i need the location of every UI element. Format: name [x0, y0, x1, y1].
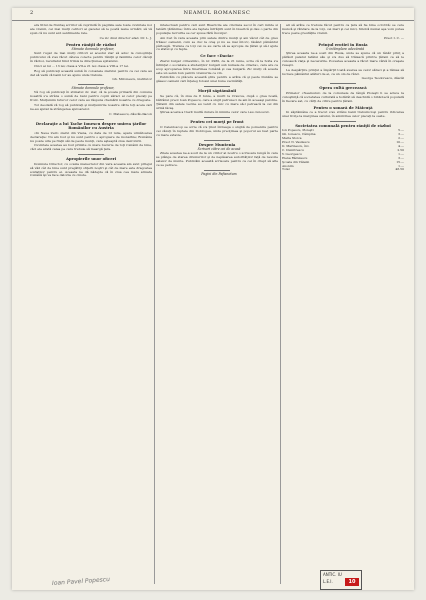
separator [78, 84, 104, 85]
donation-list [282, 129, 404, 168]
article-text: Cinci ai lui ... 13 lei; clasa a VII-a 21 lei; clasa a VIII-a 17 lei. [34, 63, 129, 68]
article-text: Tot deodată vă rog să publicaţi şi mulţumirile noastre către toţi aceia cari ne-au ajutat la strângerea ajutoarelor. [30, 103, 152, 111]
donation-total-row [282, 168, 404, 172]
article-text: era titlul de fruntaş scriitor să cuprindă în paginile sale toate cuvintele noi ale vremii, cei mai mulţi cetitori ai gazetei să le poată lesne urmări; să vă spun că nu sunt aici sentimente rele. [30, 23, 152, 35]
article-text: Se pare că, în ziua de 8 Iunie, a murit la Craiova, după o grea boală, bătrânul preot Ioan Popescu, care a slujit patruzeci de ani în aceeaşi parohie. Ţăranii din satele vecine au venit cu mic cu mare să-l petreacă la cel din urmă lăcaş. [156, 93, 278, 110]
column-divider [280, 24, 281, 584]
donor-name: Gh. Ionescu, Câmpina [282, 132, 316, 137]
article-text: Sunt rugat de mai mulţi cititori ai acestui ziar să aduc la cunoştinţa publicului că s'au făcut câteva colecte pentru răniţii şi familiile celor căzuţi în război, rezultatul fiind trimis la direcţiunea spitalului. [30, 51, 152, 63]
footnote: Pagini din Pafianetum [201, 171, 237, 176]
article-title: Declaraţie a lui Tache Ionescu despre unirea ţărilor Românilor cu Austria [35, 120, 147, 131]
article-subtitle: Scrisori către cei de acasă [197, 147, 241, 152]
article-text: Domnule Director, cu ocazia manevrelor din vara aceasta am avut prilejul să văd cât de bine sunt pregătiţi ofiţerii noştri şi cât de mare este dragostea soldaţilor pentru ei. Aceasta ne dă nădejde că în ziua cea mare armata română îşi va face datoria cu cinste. [30, 161, 152, 178]
donor-name: Preot N. Vasilescu [282, 140, 310, 145]
article-text: Ştirea acesta a trezit multă durere în inimile celor care l-au cunoscut. [160, 110, 270, 115]
article-text: Zilele acestea ne-a sosit de la un cititor al nostru o scrisoare lungă în care se plânge de starea drumurilor şi de nepăsarea autorităţilor faţă de nevoile satelor de munte. Publicăm această scrisoare pentru ca cei în drept să afle ce se petrece. [156, 150, 278, 167]
article-title: Ce face «Dacia» [200, 53, 234, 59]
article-title: Pentru cei morţi pe front [190, 119, 244, 125]
donation-list-title: Societatea comunală pentru răniţii de război [295, 122, 391, 128]
article-text: Ştirea aceasta ne-a sosit din Rusia, unde se spune că un tânăr prinţ a părăsit palatul tatălui său şi s'a dus să trăiască printre ţărani ca să le cunoască viaţa şi necazurile. Povestea aceasta a făcut mare vâlvă în oraşele ruseşti. [282, 51, 404, 67]
price-stamp [320, 570, 362, 590]
article-text: O Caleidoscop se scrie că s'a ţinut întreaga o slujbă de pomenire pentru cei căzuţi în luptele din Dobrogea, unde preoţimea şi poporul au luat parte cu mare evlavie. [156, 124, 278, 137]
donation-amount: 10.— [396, 140, 404, 145]
signature: C. Mateescu, dăscăl-diacon [109, 111, 152, 116]
donation-amount: 1.— [398, 151, 404, 156]
donor-name: Şcoala din Vălenii [282, 159, 310, 164]
signature: Ce zic dnul director efad. Dr. L. J. [99, 35, 152, 40]
article-text: intelectuali pentru cari sunt Bisericile ale cincileia secol în cari minte si tabârii ţărănime; între ele faptele înfrăţirii sunt în biserică şi dau o parte din populaţie lucrurile se cer spuse fără înconjur. [156, 23, 278, 35]
article-subtitle: O intâmplare adevărată [325, 47, 365, 52]
article-title: Prinţul erotiei in Rusia [318, 41, 368, 47]
separator [204, 140, 230, 141]
column-divider [154, 24, 155, 584]
signature: George Teodorescu, dăscăl [361, 76, 404, 81]
column-3 [282, 24, 404, 172]
article-text: Ziarul bulgar «Dnevnik», în nr. 2980, de la 21 iunie, scrie că la Sofia s'a înfiinţat o societate a studenţilor bulgari sub numele de «Dacia», care are ca scop apropierea între tinerimea română şi cea bulgară. Zic mulţi că acesta este un semn bun pentru vremurile ce vin. [156, 58, 278, 75]
pencil-annotation: Ioan Pavel Popescu [51, 575, 111, 588]
article-text: Cuvintele acestea au fost primite cu mare bucurie de toţi românii de bine, căci ele arată calea pe care trebuie să meargă ţara. [30, 143, 152, 152]
signature: Gh. Mironescu, institutor [112, 77, 152, 82]
donation-amount: 2.50 [397, 147, 404, 152]
donation-amount: 5.— [398, 128, 404, 133]
article-text: In săptămâna ce a trecut s'au strâns banii trebuincioşi pentru ridicarea unei troiţe la marginea satului, în amintirea celor plecaţi la oaste. [282, 110, 404, 118]
article-title: Despre Muntenia [198, 141, 236, 147]
article-title: Pentru răniţii de război [65, 41, 117, 47]
separator [330, 121, 356, 122]
donation-amount: 1.— [398, 163, 404, 168]
donor-name: Maria Stoica [282, 136, 302, 141]
stamp-price: 10 [345, 578, 359, 586]
donation-amount: 3.— [398, 155, 404, 160]
donor-name: V. Georgescu [282, 151, 302, 156]
donation-total-amount: 46.50 [395, 167, 404, 172]
signature: Preot I. C. — [384, 35, 404, 40]
article-text: ali să arăte ce trebuie făcut pentru ca ţara să fie bine ocrotită; se cere muncă şi răbdare de la toţi, cei mari şi cei mici, fiindcă numai aşa vom putea trece peste greutăţile vremii. [282, 23, 404, 35]
separator [204, 170, 230, 171]
separator [204, 117, 230, 118]
stamp-top-label: ANTIC. IU [323, 572, 342, 577]
article-subtitle: Stimate domnule profesor, [71, 47, 115, 52]
article-text: Rog să publicaţi această sumă în coloanele ziarului pentru ca cei care au dat să vadă că banii lor au ajuns unde trebuia. [30, 68, 152, 77]
separator [330, 83, 356, 84]
article-text: Vă rog să publicaţi în stimatul dv. ziar, că la şcoala primară din comuna noastră s'a strâns o sumă de bani pentru copiii săraci ai celor plecaţi pe front. Mulţumim tuturor celor care au răspuns chemării noastre cu dragoste. [30, 90, 152, 103]
column-1 [30, 24, 152, 179]
article-title: Morţii săptămânii [197, 88, 237, 94]
article-text: Publicăm cu plăcere această ştire pentru a arăta că şi peste Dunăre se găsesc oameni cari înţeleg folosul unei bune vecinătăţi. [156, 75, 278, 84]
article-subtitle: Stimate domnule profesor, [71, 86, 115, 91]
donation-amount: 3.— [398, 132, 404, 137]
donor-name: D. Marinescu, înv. [282, 144, 310, 149]
column-2 [156, 24, 278, 176]
separator [78, 154, 104, 155]
article-text: Primelor «Neamului» de la comunele de lângă Ploieşti li se aduce la cunoştinţă că societatea culturală a hotărât să deschidă o bibliotecă populară în fiecare sat, cu cărţi de citire pentru ţărani. [282, 90, 405, 103]
page-header [12, 8, 414, 21]
donor-name: C. Dumitrescu [282, 147, 304, 152]
donor-name: Anonim [282, 163, 294, 168]
stamp-bottom-label: L.E.I. [323, 579, 333, 584]
donor-name: Elena Rădulescu [282, 155, 308, 160]
page-number: 2 [30, 10, 34, 16]
donation-amount: 4.— [398, 144, 404, 149]
newspaper-page [12, 8, 414, 590]
article-text: La despărţire prinţul a împărţit toată averea sa celor săraci şi a rămas să lucreze pământul alături de ei, ca un om de rând. [282, 67, 404, 76]
separator [204, 86, 230, 87]
masthead-title: NEAMUL ROMANESC [183, 10, 251, 16]
donor-name: Ion Popescu, Ploieşti [282, 128, 314, 133]
donation-total-label: Total [282, 167, 290, 172]
donation-amount: 15.— [396, 159, 404, 164]
article-title: Pentru o sonară de Măicuţă [313, 104, 373, 110]
article-title: Apropierile unor oficeri [65, 156, 117, 162]
donation-amount: 2.— [398, 136, 404, 141]
article-text: «In Neue Zeit» ziarul din Viena, cu data de 12 iulie, apare următoarea declaraţie: Nu am fost şi nu sunt pentru o apropiere de monarhie; România nu poate uita pe fraţii săi de peste munţi, care aşteaptă ziua dezrobirii. [30, 130, 152, 143]
article-text: Am fost în vara aceasta prin satele dintre munţi şi am văzut cât de greu trăiesc oamenii, cum se duc la oraş şi nu se mai întorc, lăsând pământul pârloagă. Trebuie ca toţi cei ce au carte să se apropie de ţăran şi să-l ajute cu sfatul şi cu fapta. [156, 35, 278, 52]
separator [78, 119, 104, 120]
article-title: Opera cultă grecească [319, 85, 367, 91]
